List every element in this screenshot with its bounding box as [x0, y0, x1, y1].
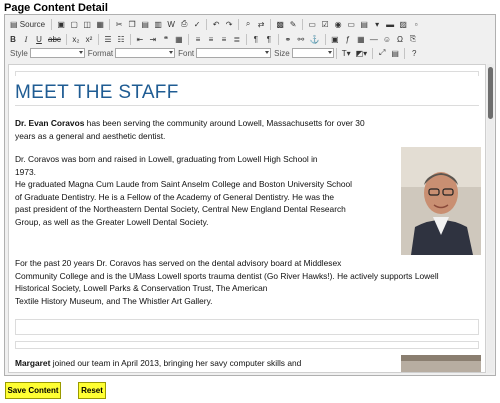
staff-heading: MEET THE STAFF	[15, 82, 179, 103]
rich-text-editor	[4, 14, 496, 376]
community-paragraph	[15, 257, 485, 307]
bulleted-list-icon[interactable]: ☷	[117, 34, 125, 44]
textfield-icon[interactable]: ▭	[347, 19, 355, 29]
source-button[interactable]: ▤ Source	[10, 19, 46, 29]
paste-word-icon[interactable]: W	[167, 19, 175, 29]
undo-icon[interactable]: ↶	[212, 19, 220, 29]
doctor-name: Dr. Evan Coravos	[15, 118, 85, 128]
bio-paragraph	[15, 153, 405, 228]
align-right-icon[interactable]: ≡	[221, 34, 227, 44]
table-icon[interactable]: ▦	[357, 34, 365, 44]
image-icon[interactable]: ▣	[331, 34, 339, 44]
hidden-field-icon[interactable]: ▫	[414, 19, 418, 29]
community-line: For the past 20 years Dr. Coravos has served on the dental advisory board at Middlesex	[15, 258, 342, 268]
new-page-icon[interactable]: ▢	[70, 19, 78, 29]
community-line: Historical Society, Lowell Parks & Conservation Trust, The American	[15, 283, 268, 293]
page-title: Page Content Detail	[4, 2, 108, 14]
staff-photo	[401, 355, 481, 373]
style-label: Style	[10, 48, 28, 58]
doctor-photo	[401, 147, 481, 255]
font-label: Font	[178, 48, 195, 58]
size-label: Size	[274, 48, 290, 58]
paste-text-icon[interactable]: ▥	[154, 19, 162, 29]
button-field-icon[interactable]: ▬	[386, 19, 395, 29]
scrollbar-thumb[interactable]	[488, 67, 493, 119]
toolbar-row-2	[7, 32, 420, 46]
align-center-icon[interactable]: ≡	[208, 34, 214, 44]
special-char-icon[interactable]: Ω	[397, 34, 404, 44]
staff-name: Margaret	[15, 358, 51, 368]
find-icon[interactable]: ⌕	[245, 19, 251, 28]
image-button-icon[interactable]: ▨	[399, 19, 407, 29]
block-outline	[15, 71, 479, 76]
bio-line: past president of the Northeastern Dental Society, Central New England Dental Research	[15, 204, 346, 214]
templates-icon[interactable]: ▦	[96, 19, 104, 29]
bio-line: He graduated Magna Cum Laude from Saint Anselm College and Boston University School	[15, 179, 353, 189]
text-color-icon[interactable]: T▾	[341, 48, 351, 58]
justify-icon[interactable]: ≣	[233, 34, 241, 44]
bio-line: Dr. Coravos was born and raised in Lowell, graduating from Lowell High School in	[15, 154, 318, 164]
intro-paragraph	[15, 117, 385, 142]
strikethrough-button[interactable]: abc	[48, 34, 61, 44]
italic-button[interactable]: I	[24, 34, 28, 44]
reset-button[interactable]: Reset	[78, 382, 106, 399]
rtl-icon[interactable]: ¶	[266, 34, 272, 44]
smiley-icon[interactable]: ☺	[382, 34, 392, 44]
margaret-paragraph	[15, 357, 395, 370]
form-icon[interactable]: ▭	[308, 19, 316, 29]
margaret-text: joined our team in April 2013, bringing her savy computer skills and	[50, 358, 302, 368]
save-content-button[interactable]: Save Content	[5, 382, 61, 399]
show-blocks-icon[interactable]: ▤	[391, 48, 399, 58]
toolbar-row-3	[7, 46, 421, 60]
remove-format-icon[interactable]: ✎	[289, 19, 297, 29]
align-left-icon[interactable]: ≡	[195, 34, 201, 44]
maximize-icon[interactable]: ⤢	[379, 48, 386, 57]
toolbar-row-1	[7, 17, 423, 31]
superscript-button[interactable]: x²	[85, 34, 93, 44]
content-area[interactable]	[8, 64, 486, 373]
font-dropdown[interactable]	[196, 48, 271, 58]
preview-icon[interactable]: ◫	[83, 19, 91, 29]
flash-icon[interactable]: ƒ	[345, 34, 351, 44]
unlink-icon[interactable]: ⚯	[297, 34, 305, 44]
help-icon[interactable]: ?	[411, 48, 417, 58]
subscript-button[interactable]: x₂	[72, 34, 80, 44]
ltr-icon[interactable]: ¶	[253, 34, 259, 44]
select-field-icon[interactable]: ▾	[375, 19, 380, 29]
div-icon[interactable]: ▦	[175, 34, 183, 44]
outdent-icon[interactable]: ⇤	[136, 34, 144, 44]
community-line: Textile History Museum, and The Whistler Art Gallery.	[15, 295, 213, 306]
cut-icon[interactable]: ✂	[115, 19, 123, 29]
bio-line: of Graduate Dentistry. He is a Fellow of the Academy of General Dentistry. He was the	[15, 191, 335, 202]
copy-icon[interactable]: ❐	[128, 19, 136, 29]
background-color-icon[interactable]: ◩▾	[355, 48, 368, 58]
community-line: Community College and is the UMass Lowell sports trauma dentist (Go River Hawks!). He actively supports Lowell	[15, 270, 439, 281]
bio-line: Group, as well as the Greater Lowell Dental Society.	[15, 216, 209, 227]
content-scrollbar[interactable]	[487, 64, 494, 373]
style-dropdown[interactable]	[30, 48, 85, 58]
redo-icon[interactable]: ↷	[225, 19, 233, 29]
save-icon[interactable]: ▣	[57, 19, 65, 29]
format-dropdown[interactable]	[115, 48, 175, 58]
heading-divider	[15, 105, 479, 106]
anchor-icon[interactable]: ⚓	[309, 34, 320, 44]
intro-text: has been serving the community around Lowell, Massachusetts for over 30 years as a general and aesthetic dentist.	[15, 118, 365, 141]
size-dropdown[interactable]	[292, 48, 334, 58]
page-break-icon[interactable]: ⎘	[409, 34, 417, 43]
textarea-icon[interactable]: ▤	[360, 19, 368, 29]
horizontal-rule-icon[interactable]: ―	[369, 34, 378, 44]
block-outline	[15, 341, 479, 349]
select-all-icon[interactable]: ▩	[276, 19, 284, 29]
blockquote-icon[interactable]: ❝	[163, 34, 169, 44]
indent-icon[interactable]: ⇥	[149, 34, 157, 44]
replace-icon[interactable]: ⇄	[257, 19, 265, 29]
spellcheck-icon[interactable]: ✓	[193, 19, 201, 29]
block-outline	[15, 319, 479, 335]
link-icon[interactable]: ⚭	[284, 34, 292, 44]
underline-button[interactable]: U	[36, 34, 42, 44]
checkbox-icon[interactable]: ☑	[321, 19, 329, 29]
numbered-list-icon[interactable]: ☰	[104, 34, 112, 44]
paste-icon[interactable]: ▤	[141, 19, 149, 29]
format-label: Format	[87, 48, 114, 58]
bio-line: 1973.	[15, 166, 36, 177]
radio-icon[interactable]: ◉	[334, 19, 342, 29]
print-icon[interactable]: ⎙	[180, 19, 188, 28]
bold-button[interactable]: B	[10, 34, 16, 44]
